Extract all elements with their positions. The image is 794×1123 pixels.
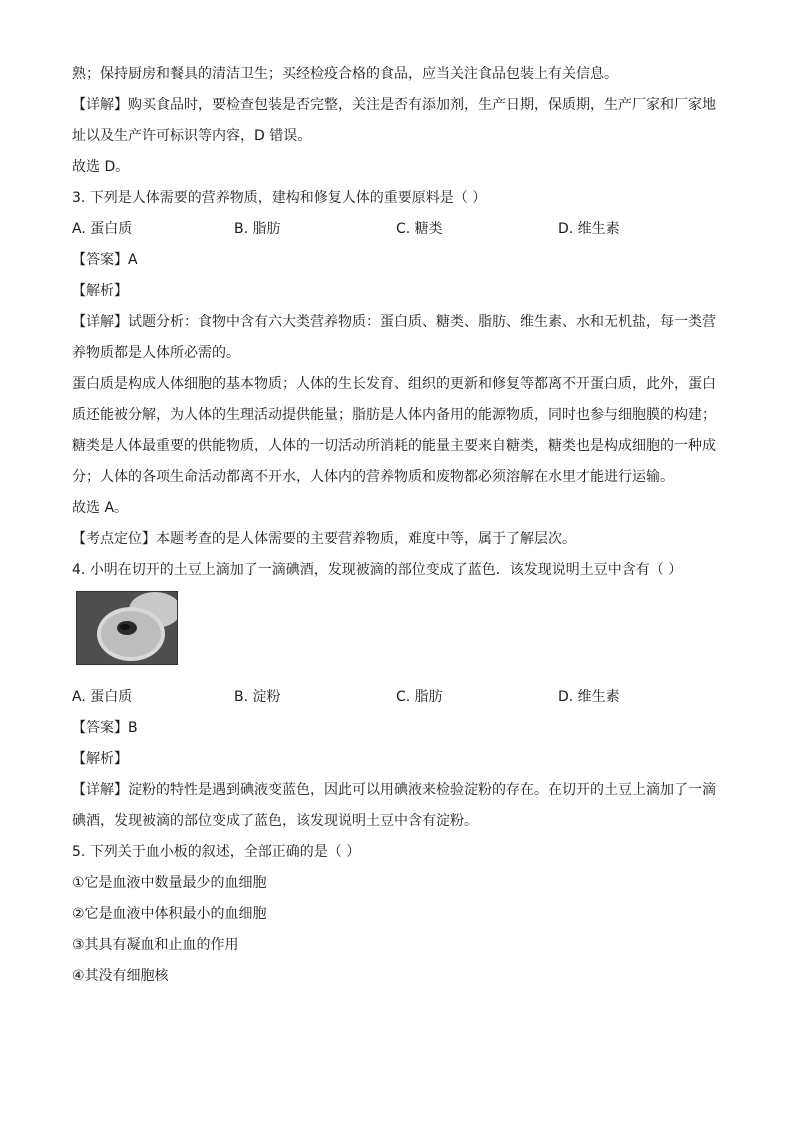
question-3-point: 【考点定位】本题考查的是人体需要的主要营养物质，难度中等，属于了解层次。 [72,531,576,547]
question-3-options [72,219,722,239]
question-4-stem: 4. 小明在切开的土豆上滴加了一滴碘酒，发现被滴的部位变成了蓝色．该发现说明土豆中含有（ ） [72,562,683,578]
question-4-answer: 【答案】B [72,720,138,736]
option-a: A. 蛋白质 [72,689,133,705]
option-c: C. 糖类 [396,221,443,237]
question-3-analysis-title: 【解析】 [72,283,128,299]
option-d: D. 维生素 [558,689,620,705]
option-b: B. 脂肪 [234,221,281,237]
option-c: C. 脂肪 [396,689,443,705]
choice-line: 故选 D。 [72,159,130,175]
list-item: ②它是血液中体积最小的血细胞 [72,906,267,922]
detail-paragraph [72,95,722,146]
text-line: 【详解】淀粉的特性是遇到碘液变蓝色，因此可以用碘液来检验淀粉的存在。在切开的土豆上滴加了一滴 [72,782,716,798]
option-d: D. 维生素 [558,221,620,237]
text-line: 糖类是人体最重要的供能物质，人体的一切活动所消耗的能量主要来自糖类，糖类也是构成细胞的一种成 [72,438,716,454]
question-4-analysis-title: 【解析】 [72,751,128,767]
question-3-answer: 【答案】A [72,252,138,268]
option-b: B. 淀粉 [234,689,281,705]
text-line: 【详解】试题分析：食物中含有六大类营养物质：蛋白质、糖类、脂肪、维生素、水和无机盐，每一类营 [72,314,716,330]
text-line: 址以及生产许可标识等内容，D 错误。 [72,128,312,144]
text-line: 【详解】购买食品时，要检查包装是否完整，关注是否有添加剂，生产日期，保质期，生产厂家和厂家地 [72,97,716,113]
text-line: 养物质都是人体所必需的。 [72,345,240,361]
text-line: 分；人体的各项生命活动都离不开水，人体内的营养物质和废物都必须溶解在水里才能进行运输。 [72,469,674,485]
question-4-options [72,687,722,707]
list-item: ③其具有凝血和止血的作用 [72,937,239,953]
text-line: 质还能被分解，为人体的生理活动提供能量；脂肪是人体内备用的能源物质，同时也参与细胞膜的构建； [72,407,716,423]
text-line: 熟；保持厨房和餐具的清洁卫生；买经检疫合格的食品，应当关注食品包装上有关信息。 [72,66,618,82]
document-page [72,64,722,997]
text-line: 蛋白质是构成人体细胞的基本物质；人体的生长发育、组织的更新和修复等都离不开蛋白质，此外，蛋白 [72,376,716,392]
option-a: A. 蛋白质 [72,221,133,237]
text-line: 碘酒，发现被滴的部位变成了蓝色，该发现说明土豆中含有淀粉。 [72,813,478,829]
question-3-stem: 3. 下列是人体需要的营养物质，建构和修复人体的重要原料是（ ） [72,190,487,206]
list-item: ①它是血液中数量最少的血细胞 [72,875,267,891]
potato-slice-image [77,592,177,664]
list-item: ④其没有细胞核 [72,968,169,984]
question-5-stem: 5. 下列关于血小板的叙述，全部正确的是（ ） [72,844,361,860]
choice-line: 故选 A。 [72,500,129,516]
potato-photo [76,591,178,665]
